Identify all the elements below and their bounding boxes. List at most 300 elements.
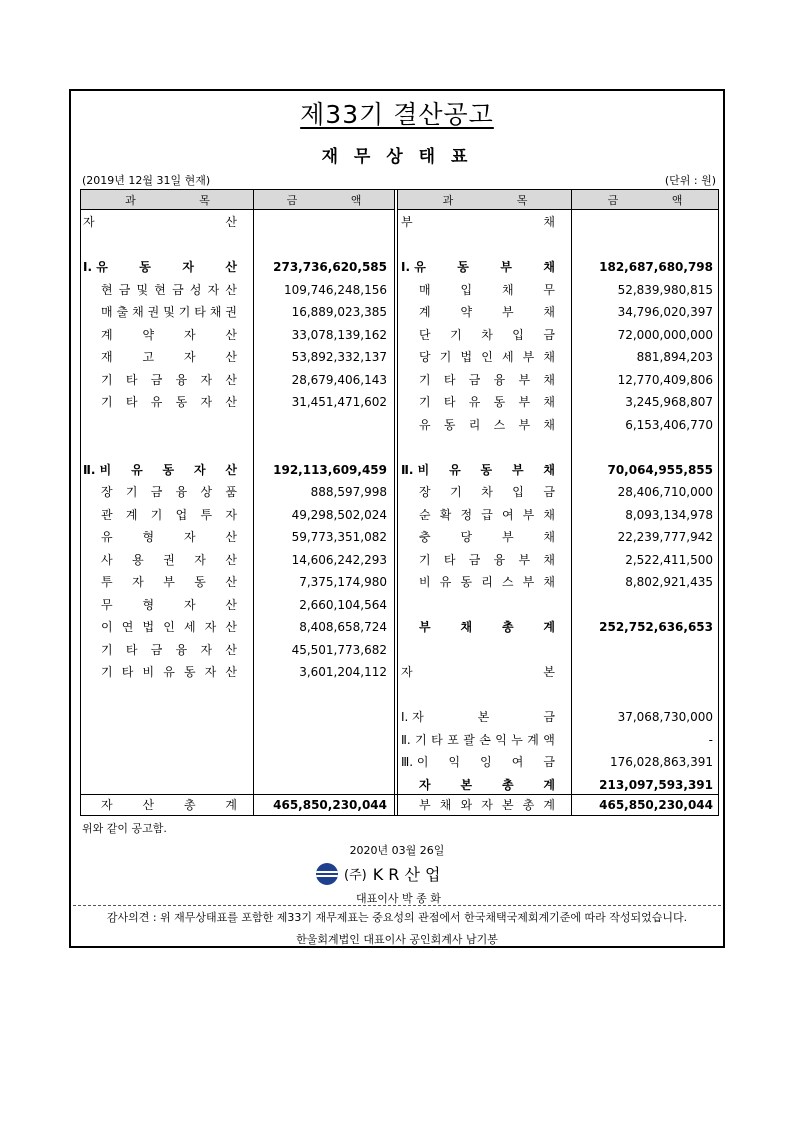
account-name-part: 기 xyxy=(101,665,113,679)
account-name-part: 자 xyxy=(101,798,113,812)
account-name-char: 채 xyxy=(209,305,222,319)
account-name-part: 융 xyxy=(175,642,188,657)
account-amount: 12,770,409,806 xyxy=(617,372,713,387)
total-amount: 465,850,230,044 xyxy=(599,798,713,812)
header-right-amount: 금 액 xyxy=(572,190,718,210)
account-name xyxy=(419,617,555,637)
account-name-part: 계 xyxy=(225,798,237,812)
account-name-part: 당 xyxy=(419,350,431,364)
date-note: (2019년 12월 31일 현재) xyxy=(82,174,211,187)
column-divider xyxy=(571,190,572,815)
account-name xyxy=(401,752,555,772)
account-name-part: 부 xyxy=(518,395,531,409)
auditor-name: 한울회계법인 대표이사 공인회계사 남기봉 xyxy=(296,933,498,946)
account-name-part: 연 xyxy=(121,620,134,634)
account-name-part: 사 xyxy=(101,552,113,567)
account-amount: 53,892,332,137 xyxy=(291,350,387,364)
account-name xyxy=(101,325,237,345)
account-name-part: 동 xyxy=(175,395,188,409)
account-name-part: 유 xyxy=(419,417,431,432)
account-name-part: 당 xyxy=(460,530,473,544)
account-name-part: Ⅲ. 이 xyxy=(401,755,429,769)
account-name-part: 동 xyxy=(183,665,196,679)
account-name-part: 동 xyxy=(443,417,456,432)
account-name-part: 유 xyxy=(131,462,143,477)
account-name-part: Ⅰ. 유 xyxy=(401,260,426,274)
account-name-part: 계 xyxy=(543,777,555,792)
account-name-part: 자 xyxy=(200,642,213,657)
account-name-part: 산 xyxy=(225,372,237,387)
account-name-part: 채 xyxy=(543,372,555,387)
account-name-part: 기 xyxy=(101,395,113,409)
account-name-part: 충 xyxy=(419,530,431,544)
total-amount: 465,850,230,044 xyxy=(273,798,387,812)
account-name-part: 이 xyxy=(101,620,113,634)
account-name-char: 괄 xyxy=(463,732,475,747)
total-label xyxy=(419,795,555,815)
account-amount: 28,406,710,000 xyxy=(617,485,713,499)
account-name-part: 채 xyxy=(501,282,514,297)
account-name-char: 액 xyxy=(543,732,555,747)
account-name-part: 정 xyxy=(460,507,473,522)
account-name xyxy=(101,505,237,525)
account-name-part: 산 xyxy=(225,395,237,409)
account-name-part: 타 xyxy=(443,372,456,387)
account-name-part: 채 xyxy=(543,215,555,229)
account-name-char: 출 xyxy=(116,305,129,319)
account-name-part: 재 xyxy=(101,350,113,364)
account-name-part: 약 xyxy=(142,327,155,342)
account-name-part: 동 xyxy=(194,575,206,589)
audit-opinion: 감사의견 : 위 재무상태표를 포함한 제33기 재무제표는 중요성의 관점에서 한국채택국제회계기준에 따라 작성되었습니다. xyxy=(106,911,688,924)
account-name-part: 금 xyxy=(150,642,163,657)
balance-sheet-table xyxy=(80,189,719,816)
account-name-part: 자 xyxy=(183,350,196,364)
company-logo-icon xyxy=(316,863,338,885)
account-name-part: 타 xyxy=(125,372,138,387)
account-name-part: 계 xyxy=(419,305,431,319)
account-name xyxy=(419,775,555,795)
account-name-char: 기 xyxy=(178,305,191,319)
account-amount: 888,597,998 xyxy=(310,485,387,499)
account-name-part: 부 xyxy=(518,372,531,387)
account-name-part: 계 xyxy=(101,327,113,342)
page-title: 제33기 결산공고 xyxy=(300,100,494,129)
account-name xyxy=(419,572,555,592)
account-name-part: 자 xyxy=(182,260,194,274)
account-name xyxy=(419,347,555,367)
account-name-part: 리 xyxy=(481,575,493,589)
account-name-part: 기 xyxy=(439,350,452,364)
account-name-part: 산 xyxy=(225,575,237,589)
account-amount: 31,451,471,602 xyxy=(291,395,387,409)
account-name-part: 산 xyxy=(225,350,237,364)
account-name-char: 현 xyxy=(154,282,166,297)
account-name-part: 유 xyxy=(150,395,163,409)
account-name-part: 자 xyxy=(481,798,493,812)
account-name-part: 급 xyxy=(481,507,493,522)
account-name-part: 융 xyxy=(493,372,506,387)
account-name xyxy=(419,325,555,345)
account-name-part: 품 xyxy=(225,485,237,499)
account-amount: 33,078,139,162 xyxy=(291,327,387,342)
account-name xyxy=(101,527,237,547)
account-name-part: 여 xyxy=(501,507,514,522)
account-name-part: 채 xyxy=(543,530,555,544)
account-name-part: 금 xyxy=(543,485,555,499)
account-name-part: 유 xyxy=(163,665,175,679)
account-amount: 881,894,203 xyxy=(636,350,713,364)
center-double-divider xyxy=(394,190,398,815)
account-name-part: 자 xyxy=(183,327,196,342)
account-name-part: 부 xyxy=(518,417,531,432)
account-name-part: Ⅰ. 유 xyxy=(83,260,108,274)
account-name-part: 자 xyxy=(194,552,206,567)
account-name-part: 채 xyxy=(543,417,555,432)
account-name-part: 융 xyxy=(175,485,188,499)
account-name-part: 동 xyxy=(139,260,151,274)
account-name-part: 산 xyxy=(225,327,237,342)
statement-title: 재 무 상 태 표 xyxy=(321,147,473,167)
account-name-part: 자 xyxy=(183,530,196,544)
account-name-part: 세 xyxy=(183,620,196,634)
account-name-part: 총 xyxy=(522,798,535,812)
account-name-part: 본 xyxy=(501,798,514,812)
account-name-part: 기 xyxy=(419,395,431,409)
account-name-part: 상 xyxy=(200,485,213,499)
account-name-part: 계 xyxy=(543,620,555,634)
account-name-part: 금 xyxy=(468,552,481,567)
account-amount: 59,773,351,082 xyxy=(291,530,387,544)
account-amount: 72,000,000,000 xyxy=(617,327,713,342)
account-amount: 49,298,502,024 xyxy=(291,507,387,522)
account-amount: 213,097,593,391 xyxy=(599,777,713,792)
account-name-part: 단 xyxy=(419,327,431,342)
account-name-char: 익 xyxy=(495,732,507,747)
account-name xyxy=(419,415,555,435)
notice-text: 위와 같이 공고함. xyxy=(82,822,167,835)
account-name-char: 기 xyxy=(415,732,427,747)
account-name-part: 부 xyxy=(511,462,524,477)
account-name-part: 유 xyxy=(449,462,461,477)
account-name-part: 본 xyxy=(543,665,555,679)
account-name-part: 금 xyxy=(543,327,555,342)
account-name-part: 기 xyxy=(450,327,462,342)
account-name-part: 스 xyxy=(493,417,506,432)
account-name-part: 본 xyxy=(477,710,490,724)
account-name-part: 유 xyxy=(101,530,113,544)
account-name-part: 총 xyxy=(501,620,514,634)
account-name-part: 융 xyxy=(493,552,506,567)
unit-note: (단위 : 원) xyxy=(664,174,716,187)
account-name-part: 자 xyxy=(204,620,217,634)
account-amount: 37,068,730,000 xyxy=(617,710,713,724)
account-name-part: 부 xyxy=(419,620,431,634)
account-name-part: 타 xyxy=(125,395,138,409)
account-name-part: 업 xyxy=(175,507,188,522)
account-name-part: 계 xyxy=(125,507,138,522)
account-name-part: 총 xyxy=(501,777,514,792)
account-name-part: 동 xyxy=(162,462,175,477)
account-name-part: 산 xyxy=(225,215,237,229)
account-name-part: 스 xyxy=(501,575,514,589)
account-name xyxy=(419,527,555,547)
account-name-part: 금 xyxy=(150,485,163,499)
account-name-part: 본 xyxy=(460,777,473,792)
account-name-part: 부 xyxy=(501,305,514,319)
account-name-part: 산 xyxy=(142,798,155,812)
account-name-part: 비 xyxy=(419,575,431,589)
account-name-part: 기 xyxy=(450,485,462,499)
account-name-char: 채 xyxy=(132,305,144,319)
header-right-item: 과 목 xyxy=(398,190,572,210)
account-name-part: 부 xyxy=(500,260,512,274)
account-name xyxy=(101,482,237,502)
account-name-part: 기 xyxy=(419,372,431,387)
account-name-part: 채 xyxy=(543,552,555,567)
account-name-part: 형 xyxy=(142,530,155,544)
account-name-part: 채 xyxy=(543,350,555,364)
account-name-part: 산 xyxy=(225,620,237,634)
account-name-part: 기 xyxy=(101,372,113,387)
account-name-part: 자 xyxy=(200,395,213,409)
account-name-part: 비 xyxy=(142,665,155,679)
account-name xyxy=(401,707,555,727)
account-amount: 273,736,620,585 xyxy=(273,260,387,274)
account-name xyxy=(83,460,237,480)
account-name xyxy=(401,212,555,232)
account-name-part: Ⅱ. 비 xyxy=(401,462,430,477)
account-name-part: 채 xyxy=(543,395,555,409)
account-name-part: 채 xyxy=(543,305,555,319)
account-name-part: 부 xyxy=(163,575,175,589)
account-name-part: 금 xyxy=(468,372,481,387)
account-name-char: 권 xyxy=(147,305,160,319)
account-name-char: 포 xyxy=(447,732,459,747)
account-name xyxy=(101,370,237,390)
account-name xyxy=(83,257,237,277)
account-name-part: 자 xyxy=(225,507,237,522)
account-name-part: 채 xyxy=(460,620,473,634)
account-name xyxy=(101,595,237,615)
account-name-part: 차 xyxy=(481,327,493,342)
account-name-part: 매 xyxy=(419,282,431,297)
account-name-char: 금 xyxy=(118,282,131,297)
account-name-char: 타 xyxy=(431,732,443,747)
account-amount: 70,064,955,855 xyxy=(607,462,713,477)
account-name-part: 인 xyxy=(481,350,493,364)
account-name-part: 자 xyxy=(204,665,217,679)
account-amount: 3,245,968,807 xyxy=(625,395,713,409)
account-name-char: 현 xyxy=(101,282,113,297)
account-amount: 3,601,204,112 xyxy=(299,665,387,679)
account-name-part: 부 xyxy=(522,575,535,589)
account-name-part: 채 xyxy=(543,575,555,589)
account-name-part: 융 xyxy=(175,372,188,387)
account-amount: 2,660,104,564 xyxy=(299,597,387,612)
account-name-part: 부 xyxy=(522,350,535,364)
account-amount: 8,408,658,724 xyxy=(299,620,387,634)
account-name-char: 계 xyxy=(527,732,539,747)
account-name-part: 잉 xyxy=(480,755,492,769)
account-name-part: 약 xyxy=(460,305,473,319)
account-name-part: 형 xyxy=(142,597,155,612)
account-name-part: 입 xyxy=(512,327,524,342)
account-name-part: 법 xyxy=(142,620,155,634)
account-name-part: 투 xyxy=(101,575,113,589)
account-name-part: 자 xyxy=(132,575,144,589)
account-amount: - xyxy=(708,732,713,747)
account-name-char: 매 xyxy=(101,305,113,319)
account-name-part: 기 xyxy=(101,642,113,657)
account-amount: 28,679,406,143 xyxy=(291,372,387,387)
account-name-part: 자 xyxy=(83,215,95,229)
account-name-part: 타 xyxy=(121,665,134,679)
account-name-part: 산 xyxy=(225,597,237,612)
account-amount: 34,796,020,397 xyxy=(617,305,713,319)
account-name-part: 산 xyxy=(225,665,237,679)
account-name-part: 투 xyxy=(200,507,213,522)
account-amount: 2,522,411,500 xyxy=(625,552,713,567)
account-amount: 176,028,863,391 xyxy=(609,755,713,769)
account-name-part: 채 xyxy=(543,260,555,274)
account-amount: 22,239,777,942 xyxy=(617,530,713,544)
account-name-part: 채 xyxy=(439,798,452,812)
account-name xyxy=(401,730,555,750)
account-name-part: 타 xyxy=(443,552,456,567)
account-name-char: 누 xyxy=(511,732,523,747)
account-name-part: 리 xyxy=(468,417,481,432)
account-name-part: 부 xyxy=(501,530,514,544)
account-name-part: 무 xyxy=(101,597,113,612)
account-name-part: 권 xyxy=(163,552,175,567)
account-name-part: 금 xyxy=(150,372,163,387)
account-name-char: 및 xyxy=(163,305,175,319)
account-amount: 8,802,921,435 xyxy=(625,575,713,589)
account-name-part: 자 xyxy=(419,777,431,792)
account-name-part: 법 xyxy=(460,350,473,364)
header-left-amount: 금 액 xyxy=(254,190,394,210)
account-name-char: 타 xyxy=(194,305,206,319)
total-label xyxy=(101,795,237,815)
account-name-part: 채 xyxy=(543,462,555,477)
account-amount: 192,113,609,459 xyxy=(273,462,387,477)
account-name-part: 차 xyxy=(481,485,493,499)
account-name xyxy=(83,212,237,232)
column-divider xyxy=(253,190,254,815)
account-name-part: 용 xyxy=(132,552,144,567)
account-name-part: 자 xyxy=(200,372,213,387)
account-name-part: 와 xyxy=(460,798,473,812)
account-name-part: 유 xyxy=(468,395,481,409)
account-name-part: 고 xyxy=(142,350,155,364)
account-amount: 45,501,773,682 xyxy=(291,642,387,657)
account-name-part: 금 xyxy=(543,710,555,724)
account-name xyxy=(101,302,237,322)
account-name xyxy=(419,280,555,300)
account-name-part: 총 xyxy=(183,798,196,812)
account-name-part: 동 xyxy=(493,395,506,409)
account-name xyxy=(101,662,237,682)
account-name-char: 권 xyxy=(225,305,237,319)
account-name-part: 금 xyxy=(543,755,555,769)
account-amount: 8,093,134,978 xyxy=(625,507,713,522)
ceo-name: 대표이사 박 종 화 xyxy=(356,892,441,905)
account-name xyxy=(101,280,237,300)
account-name-char: 손 xyxy=(479,732,491,747)
account-name-part: 자 xyxy=(193,462,206,477)
account-name-part: 기 xyxy=(419,552,431,567)
account-name xyxy=(401,460,555,480)
account-name xyxy=(401,662,555,682)
account-name-part: 입 xyxy=(512,485,524,499)
account-name-part: 인 xyxy=(163,620,175,634)
account-name xyxy=(101,617,237,637)
account-name-part: 기 xyxy=(150,507,163,522)
account-name-part: 산 xyxy=(225,552,237,567)
account-name-part: 부 xyxy=(401,215,413,229)
account-name xyxy=(419,482,555,502)
account-name-part: 채 xyxy=(543,507,555,522)
account-name xyxy=(419,505,555,525)
account-name xyxy=(419,370,555,390)
account-name-part: 입 xyxy=(460,282,473,297)
account-name-part: 동 xyxy=(480,462,493,477)
account-amount: 6,153,406,770 xyxy=(625,417,713,432)
account-name-part: 동 xyxy=(460,575,473,589)
account-amount: 182,687,680,798 xyxy=(599,260,713,274)
account-name-part: 자 xyxy=(183,597,196,612)
account-name-part: 부 xyxy=(522,507,535,522)
account-amount: 7,375,174,980 xyxy=(299,575,387,589)
account-name xyxy=(401,257,555,277)
account-name-char: 성 xyxy=(189,282,202,297)
account-name-part: 산 xyxy=(225,530,237,544)
account-amount: 14,606,242,293 xyxy=(291,552,387,567)
account-name-part: 기 xyxy=(125,485,138,499)
account-name xyxy=(101,550,237,570)
account-name xyxy=(419,302,555,322)
account-name-part: 익 xyxy=(448,755,461,769)
account-name-part: 타 xyxy=(443,395,456,409)
company-prefix: (주) xyxy=(344,868,367,883)
company-name xyxy=(316,862,440,885)
account-number: Ⅱ. xyxy=(401,732,411,747)
account-name xyxy=(101,392,237,412)
account-name-part: 무 xyxy=(543,282,555,297)
account-name-part: 타 xyxy=(125,642,138,657)
account-name-part: 확 xyxy=(439,507,452,522)
company-name-text: K R 산 업 xyxy=(372,865,441,884)
account-name-part: 산 xyxy=(225,260,237,274)
account-name xyxy=(101,572,237,592)
account-amount: 52,839,980,815 xyxy=(617,282,713,297)
account-name-char: 및 xyxy=(136,282,149,297)
header-left-item: 과 목 xyxy=(81,190,254,210)
account-name-char: 산 xyxy=(225,282,237,297)
account-name-part: 순 xyxy=(419,507,431,522)
account-name-part: 산 xyxy=(225,462,237,477)
dashed-divider xyxy=(73,905,721,906)
account-name-part: 동 xyxy=(457,260,469,274)
account-name-part: 부 xyxy=(518,552,531,567)
account-amount: 16,889,023,385 xyxy=(291,305,387,319)
account-name-part: 자 xyxy=(401,665,413,679)
account-name-part: Ⅰ. 자 xyxy=(401,710,424,724)
account-name-part: 계 xyxy=(543,798,555,812)
account-name-char: 금 xyxy=(172,282,184,297)
account-name xyxy=(101,640,237,660)
